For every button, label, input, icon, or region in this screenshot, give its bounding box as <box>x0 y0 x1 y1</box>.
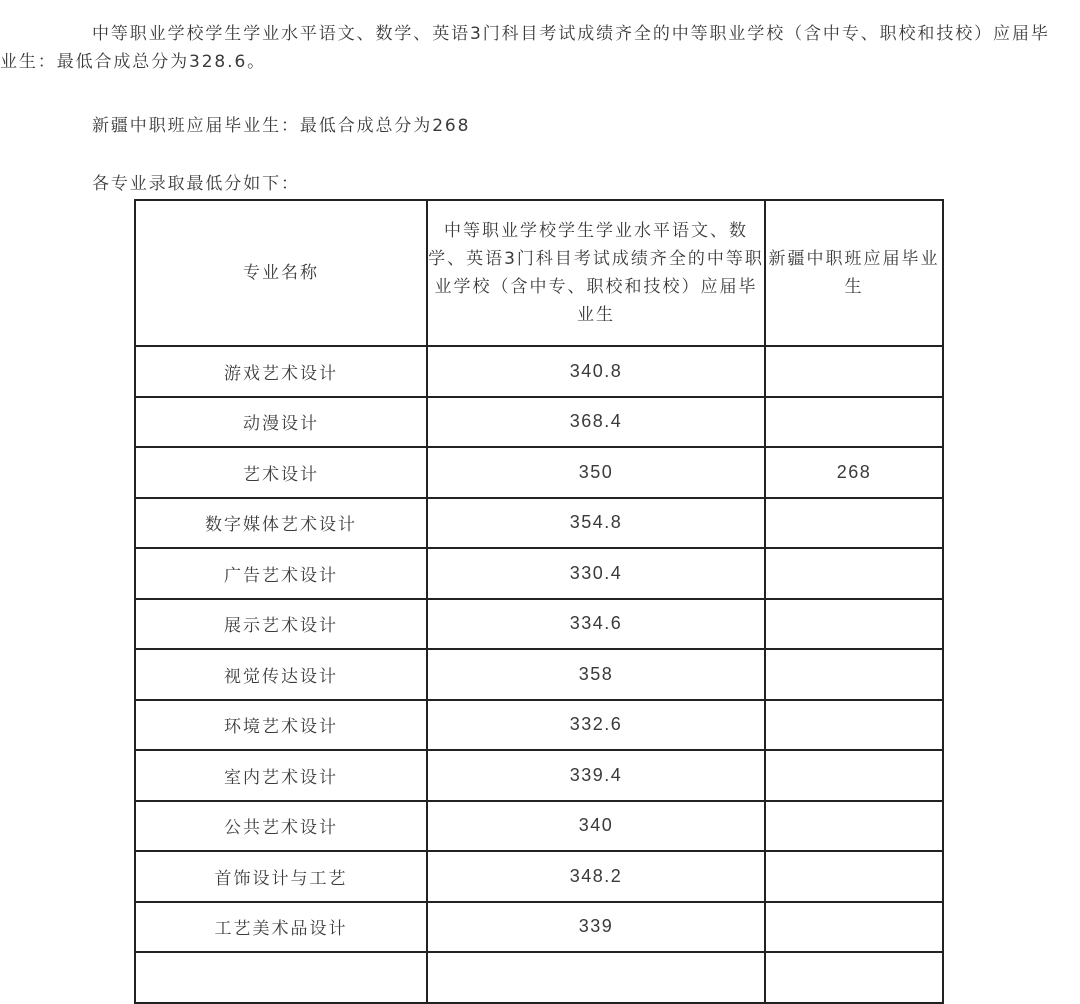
xinjiang-min-score <box>765 649 943 700</box>
xinjiang-min-score <box>765 498 943 549</box>
header-xinjiang-score: 新疆中职班应届毕业生 <box>765 200 943 346</box>
vocational-min-score: 340 <box>427 801 765 852</box>
xinjiang-min-score <box>765 700 943 751</box>
major-name: 广告艺术设计 <box>135 548 427 599</box>
vocational-min-score: 340.8 <box>427 346 765 397</box>
table-row <box>135 851 943 902</box>
major-name: 视觉传达设计 <box>135 649 427 700</box>
xinjiang-min-score <box>765 346 943 397</box>
vocational-min-score: 358 <box>427 649 765 700</box>
vocational-min-score: 339.4 <box>427 750 765 801</box>
table-row <box>135 548 943 599</box>
major-name: 公共艺术设计 <box>135 801 427 852</box>
xinjiang-min-score <box>765 902 943 953</box>
vocational-min-score: 350 <box>427 447 765 498</box>
vocational-min-score: 368.4 <box>427 397 765 448</box>
major-name: 数字媒体艺术设计 <box>135 498 427 549</box>
major-name: 艺术设计 <box>135 447 427 498</box>
vocational-min-score-cut-off <box>427 952 765 1003</box>
vocational-min-score: 354.8 <box>427 498 765 549</box>
xinjiang-min-score <box>765 750 943 801</box>
major-name: 游戏艺术设计 <box>135 346 427 397</box>
xinjiang-min-score-cut-off <box>765 952 943 1003</box>
table-row <box>135 447 943 498</box>
table-header-row <box>135 200 943 346</box>
table-row <box>135 599 943 650</box>
major-name: 首饰设计与工艺 <box>135 851 427 902</box>
xinjiang-min-score <box>765 851 943 902</box>
admission-score-table <box>134 199 944 1004</box>
table-row <box>135 397 943 448</box>
xinjiang-min-score <box>765 599 943 650</box>
major-name: 环境艺术设计 <box>135 700 427 751</box>
vocational-min-score: 339 <box>427 902 765 953</box>
header-vocational-score: 中等职业学校学生学业水平语文、数学、英语3门科目考试成绩齐全的中等职业学校（含中专、职校和技校）应届毕业生 <box>427 200 765 346</box>
vocational-min-score: 334.6 <box>427 599 765 650</box>
xinjiang-min-score <box>765 548 943 599</box>
table-row <box>135 801 943 852</box>
table-row <box>135 902 943 953</box>
table-row <box>135 750 943 801</box>
xinjiang-min-score: 268 <box>765 447 943 498</box>
xinjiang-min-score <box>765 801 943 852</box>
vocational-min-score: 348.2 <box>427 851 765 902</box>
table-row <box>135 700 943 751</box>
major-name: 展示艺术设计 <box>135 599 427 650</box>
table-row-partial <box>135 952 943 1003</box>
major-name-cut-off <box>135 952 427 1003</box>
major-name: 室内艺术设计 <box>135 750 427 801</box>
table-row <box>135 649 943 700</box>
major-name: 工艺美术品设计 <box>135 902 427 953</box>
vocational-min-score: 332.6 <box>427 700 765 751</box>
table-caption: 各专业录取最低分如下： <box>92 174 300 194</box>
vocational-min-score: 330.4 <box>427 548 765 599</box>
intro-paragraph-xinjiang: 新疆中职班应届毕业生：最低合成总分为268 <box>92 116 471 136</box>
major-name: 动漫设计 <box>135 397 427 448</box>
table-row <box>135 498 943 549</box>
header-major: 专业名称 <box>135 200 427 346</box>
intro-paragraph-vocational: 中等职业学校学生学业水平语文、数学、英语3门科目考试成绩齐全的中等职业学校（含中专、职校和技校）应届毕业生：最低合成总分为328.6。 <box>0 24 1050 72</box>
xinjiang-min-score <box>765 397 943 448</box>
table-row <box>135 346 943 397</box>
